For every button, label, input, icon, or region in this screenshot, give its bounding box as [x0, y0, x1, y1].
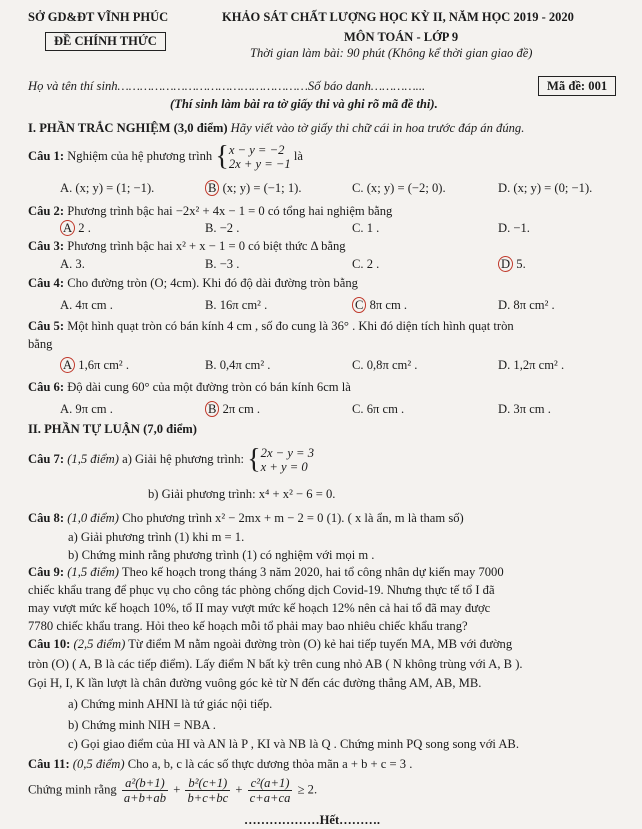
q11-num1: a²(b+1) — [122, 776, 168, 791]
q5-option-c: C. 0,8π cm² . — [352, 358, 418, 372]
q1-tail: là — [293, 148, 303, 163]
part1-title: I. PHẦN TRẮC NGHIỆM (3,0 điểm) — [28, 121, 228, 135]
department: SỞ GD&ĐT VĨNH PHÚC — [28, 10, 169, 24]
q7-points: (1,5 điểm) — [67, 451, 119, 466]
q2-label: Câu 2: — [28, 204, 65, 218]
q1-option-a: A. (x; y) = (1; −1). — [60, 181, 155, 195]
q5-option-a-text: 1,6π cm² . — [78, 358, 129, 372]
q6-option-b-text: 2π cm . — [222, 402, 261, 416]
q11-den2: b+c+bc — [187, 791, 229, 805]
candidate-name-line: Họ và tên thí sinh……………………………………………Số báo danh…………... — [28, 79, 426, 93]
q11-num2: b²(c+1) — [185, 776, 230, 791]
question-10 — [28, 636, 512, 652]
q10-label: Câu 10: — [28, 637, 71, 651]
question-4 — [28, 275, 358, 291]
question-6 — [28, 379, 351, 395]
q4-option-b: B. 16π cm² . — [205, 298, 268, 312]
question-7 — [28, 446, 314, 474]
q5-option-a — [60, 357, 129, 373]
q11-ge: ≥ 2. — [297, 782, 318, 797]
q5-label: Câu 5: — [28, 319, 65, 333]
question-8 — [28, 510, 464, 526]
q11-fraction-1 — [122, 776, 168, 805]
q8-points: (1,0 điểm) — [67, 511, 119, 525]
q10-line1: Từ điểm M nằm ngoài đường tròn (O) kẻ hai tiếp tuyến MA, MB với đường — [128, 637, 513, 651]
q6-text: Độ dài cung 60° của một đường tròn có bán kính 6cm là — [67, 380, 351, 394]
q4-option-a: A. 4π cm . — [60, 298, 113, 312]
q6-option-d: D. 3π cm . — [498, 402, 551, 416]
q7-eq2: x + y = 0 — [260, 460, 308, 474]
q9-line1: Theo kế hoạch trong tháng 3 năm 2020, hai tổ công nhân dự kiến may 7000 — [121, 565, 504, 579]
q1-option-b-text: (x; y) = (−1; 1). — [222, 181, 302, 195]
exam-note: (Thí sinh làm bài ra tờ giấy thi và ghi rõ mã đề thi). — [170, 97, 438, 111]
q5-option-d: D. 1,2π cm² . — [498, 358, 565, 372]
q4-label: Câu 4: — [28, 276, 65, 290]
q4-marked-c: C — [352, 297, 366, 313]
q6-option-c: C. 6π cm . — [352, 402, 405, 416]
q9-points: (1,5 điểm) — [67, 565, 119, 579]
q7-part-a: a) Giải hệ phương trình: — [122, 451, 245, 466]
q2-option-c: C. 1 . — [352, 221, 380, 235]
q11-num3: c²(a+1) — [248, 776, 293, 791]
end-marker: ………………Hết………. — [244, 813, 381, 827]
q5-text: Một hình quạt tròn có bán kính 4 cm , số đo cung là 36° . Khi đó diện tích hình quạt tròn — [67, 319, 514, 333]
q11-prove: Chứng minh rằng — [28, 782, 117, 797]
q3-option-a: A. 3. — [60, 257, 85, 271]
q1-marked-b: B — [205, 180, 219, 196]
q9-line4: 7780 chiếc khẩu trang. Hỏi theo kế hoạch mỗi tổ phải may bao nhiêu chiếc khẩu trang? — [28, 619, 468, 633]
q11-text: Cho a, b, c là các số thực dương thỏa mãn a + b + c = 3 . — [127, 757, 413, 771]
q3-text: Phương trình bậc hai x² + x − 1 = 0 có biệt thức Δ bằng — [67, 239, 346, 253]
q10-line3: Gọi H, I, K lần lượt là chân đường vuông góc kẻ từ N đến các đường thẳng AM, AB, MB. — [28, 676, 482, 690]
q3-option-c: C. 2 . — [352, 257, 380, 271]
q5-option-b: B. 0,4π cm² . — [205, 358, 271, 372]
q2-option-a — [60, 220, 91, 236]
q1-brace: { — [215, 141, 229, 172]
q7-part-b: b) Giải phương trình: x⁴ + x² − 6 = 0. — [148, 487, 336, 501]
question-9 — [28, 564, 504, 580]
q1-text: Nghiệm của hệ phương trình — [67, 148, 213, 163]
q4-option-c — [352, 297, 407, 313]
q10-part-b: b) Chứng minh NIH = NBA . — [68, 718, 216, 732]
q10-line2: tròn (O) ( A, B là các tiếp điểm). Lấy điểm N bất kỳ trên cung nhỏ AB ( N không trùng với A, B ). — [28, 657, 523, 671]
q3-option-d-text: 5. — [516, 257, 526, 271]
q6-option-a: A. 9π cm . — [60, 402, 113, 416]
q7-system — [261, 446, 314, 474]
q9-label: Câu 9: — [28, 565, 65, 579]
q11-label: Câu 11: — [28, 757, 70, 771]
q8-part-b: b) Chứng minh rằng phương trình (1) có nghiệm với mọi m . — [68, 548, 375, 562]
survey-title: KHẢO SÁT CHẤT LƯỢNG HỌC KỲ II, NĂM HỌC 2019 - 2020 — [222, 10, 574, 24]
q9-line3: may vượt mức kế hoạch 10%, tổ II may vượt mức kế hoạch 12% nên cả hai tổ đã may được — [28, 601, 491, 615]
q3-option-d — [498, 256, 526, 272]
official-badge: ĐỀ CHÍNH THỨC — [45, 32, 166, 51]
question-1 — [28, 143, 303, 171]
q2-option-d: D. −1. — [498, 221, 530, 235]
q11-fraction-2 — [185, 776, 230, 805]
q3-marked-d: D — [498, 256, 513, 272]
q6-label: Câu 6: — [28, 380, 65, 394]
q8-label: Câu 8: — [28, 511, 65, 525]
q3-option-b: B. −3 . — [205, 257, 240, 271]
q10-points: (2,5 điểm) — [73, 637, 126, 651]
q4-text: Cho đường tròn (O; 4cm). Khi đó độ dài đường tròn bằng — [67, 276, 358, 290]
part1-instruction: Hãy viết vào tờ giấy thi chữ cái in hoa trước đáp án đúng. — [230, 121, 525, 135]
q7-brace: { — [247, 444, 261, 475]
part1-heading — [28, 120, 524, 136]
part2-title: II. PHẦN TỰ LUẬN (7,0 điểm) — [28, 422, 197, 436]
q8-part-a: a) Giải phương trình (1) khi m = 1. — [68, 530, 245, 544]
q6-marked-b: B — [205, 401, 219, 417]
question-5 — [28, 318, 514, 334]
q1-option-d: D. (x; y) = (0; −1). — [498, 181, 593, 195]
q1-label: Câu 1: — [28, 148, 65, 163]
q7-eq1: 2x − y = 3 — [260, 446, 315, 460]
question-3 — [28, 238, 346, 254]
exam-code: Mã đề: 001 — [538, 76, 616, 96]
q2-text: Phương trình bậc hai −2x² + 4x − 1 = 0 có tổng hai nghiệm bằng — [67, 204, 393, 218]
q11-points: (0,5 điểm) — [72, 757, 125, 771]
q11-fraction-3 — [248, 776, 293, 805]
q2-marked-a: A — [60, 220, 75, 236]
exam-time: Thời gian làm bài: 90 phút (Không kể thời gian giao đề) — [250, 46, 533, 60]
q4-option-d: D. 8π cm² . — [498, 298, 555, 312]
q1-option-c: C. (x; y) = (−2; 0). — [352, 181, 446, 195]
question-2 — [28, 203, 392, 219]
q10-part-a: a) Chứng minh AHNI là tứ giác nội tiếp. — [68, 697, 273, 711]
q1-option-b — [205, 180, 301, 196]
q11-plus-2: + — [235, 782, 243, 797]
q2-option-a-text: 2 . — [78, 221, 91, 235]
q5-text-cont: bằng — [28, 337, 53, 351]
q7-label: Câu 7: — [28, 451, 65, 466]
q8-text: Cho phương trình x² − 2mx + m − 2 = 0 (1). ( x là ẩn, m là tham số) — [122, 511, 464, 525]
q6-option-b — [205, 401, 260, 417]
q4-option-c-text: 8π cm . — [369, 298, 408, 312]
subject: MÔN TOÁN - LỚP 9 — [344, 30, 459, 44]
q5-marked-a: A — [60, 357, 75, 373]
q10-part-c: c) Gọi giao điểm của HI và AN là P , KI và NB là Q . Chứng minh PQ song song với AB. — [68, 737, 519, 751]
q11-den1: a+b+ab — [123, 791, 167, 805]
question-11 — [28, 756, 412, 772]
q11-den3: c+a+ca — [249, 791, 291, 805]
q9-line2: chiếc khẩu trang để phục vụ cho công tác phòng chống dịch Covid-19. Nhưng thực tế tổ I đã — [28, 583, 495, 597]
q11-inequality — [28, 776, 317, 805]
q11-plus-1: + — [173, 782, 181, 797]
q1-system — [229, 143, 291, 171]
q1-eq2: 2x + y = −1 — [228, 157, 291, 171]
q3-label: Câu 3: — [28, 239, 65, 253]
q1-eq1: x − y = −2 — [228, 143, 285, 157]
q2-option-b: B. −2 . — [205, 221, 240, 235]
